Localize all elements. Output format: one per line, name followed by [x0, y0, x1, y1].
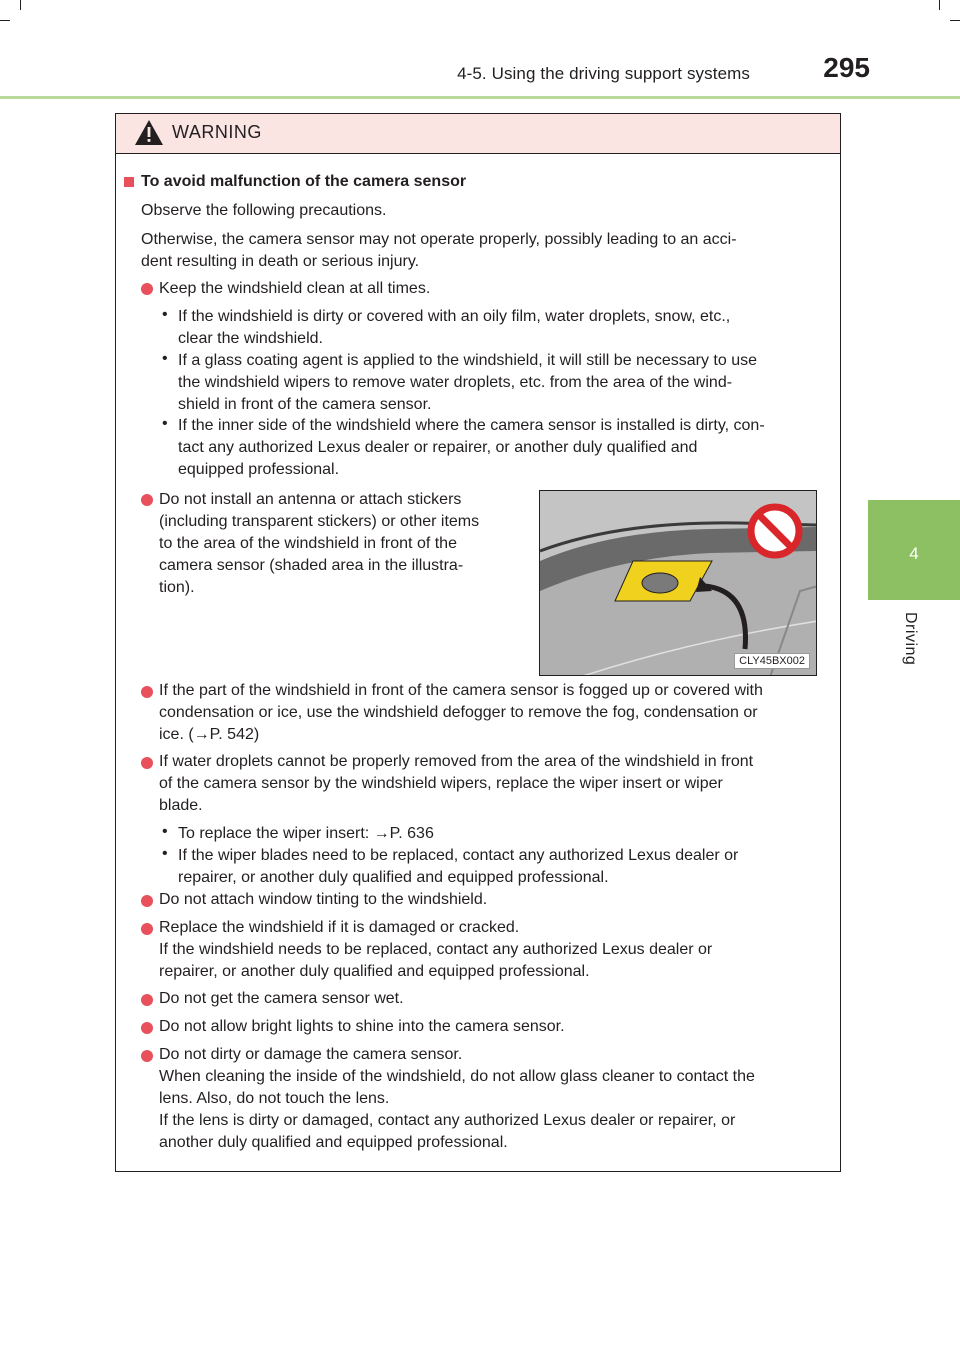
sub-bullet-icon: • [162, 306, 168, 323]
bullet-text: of the camera sensor by the windshield wipers, replace the wiper insert or wiper [159, 775, 723, 792]
sub-bullet-text: To replace the wiper insert: →P. 636 [178, 825, 434, 842]
bullet-text: Do not allow bright lights to shine into the camera sensor. [159, 1018, 565, 1035]
chapter-number: 4 [909, 544, 919, 563]
bullet-text: to the area of the windshield in front of the [159, 535, 457, 552]
bullet-text: Do not install an antenna or attach stickers [159, 491, 462, 508]
bullet-text: camera sensor (shaded area in the illustra- [159, 557, 464, 574]
warning-label: WARNING [172, 122, 262, 142]
chapter-tab[interactable] [868, 500, 960, 600]
crop-mark [0, 20, 10, 21]
crop-mark [939, 0, 940, 10]
bullet-icon [141, 283, 153, 295]
windshield-illustration [539, 490, 817, 676]
sub-bullet-icon: • [162, 415, 168, 432]
bullet-icon [141, 923, 153, 935]
heading-square-icon [124, 177, 134, 187]
sub-bullet-icon: • [162, 823, 168, 840]
page-number: 295 [823, 52, 870, 83]
sub-bullet-text: If the inner side of the windshield where the camera sensor is installed is dirty, con- [178, 417, 765, 434]
sub-bullet-text: tact any authorized Lexus dealer or repairer, or another duly qualified and [178, 439, 698, 456]
bullet-text: Do not get the camera sensor wet. [159, 990, 404, 1007]
bullet-icon [141, 686, 153, 698]
sub-bullet-icon: • [162, 845, 168, 862]
bullet-icon [141, 994, 153, 1006]
bullet-text: Do not dirty or damage the camera sensor. [159, 1046, 463, 1063]
sub-bullet-text: repairer, or another duly qualified and equipped professional. [178, 869, 609, 886]
bullet-text: lens. Also, do not touch the lens. [159, 1090, 390, 1107]
crop-mark [20, 0, 21, 10]
sub-bullet-text: If a glass coating agent is applied to the windshield, it will still be necessary to use [178, 352, 757, 369]
bullet-text: If the windshield needs to be replaced, contact any authorized Lexus dealer or [159, 941, 713, 958]
warning-triangle-icon [134, 119, 164, 146]
bullet-text: Keep the windshield clean at all times. [159, 280, 431, 297]
warning-heading: To avoid malfunction of the camera sensor [141, 173, 467, 190]
bullet-icon [141, 494, 153, 506]
windshield-drawing [540, 491, 817, 676]
bullet-text: If water droplets cannot be properly removed from the area of the windshield in front [159, 753, 754, 770]
sub-bullet-text: shield in front of the camera sensor. [178, 396, 432, 413]
bullet-icon [141, 1022, 153, 1034]
sub-bullet-text: If the windshield is dirty or covered with an oily film, water droplets, snow, etc., [178, 308, 731, 325]
bullet-icon [141, 1050, 153, 1062]
intro-text: Observe the following precautions. [141, 202, 387, 219]
bullet-text: Do not attach window tinting to the windshield. [159, 891, 488, 908]
sub-bullet-text: If the wiper blades need to be replaced, contact any authorized Lexus dealer or [178, 847, 739, 864]
bullet-text: another duly qualified and equipped professional. [159, 1134, 508, 1151]
bullet-text: repairer, or another duly qualified and equipped professional. [159, 963, 590, 980]
intro-text: dent resulting in death or serious injury. [141, 253, 420, 270]
bullet-icon [141, 895, 153, 907]
bullet-text: blade. [159, 797, 203, 814]
intro-text: Otherwise, the camera sensor may not operate properly, possibly leading to an acci- [141, 231, 737, 248]
bullet-text: Replace the windshield if it is damaged or cracked. [159, 919, 520, 936]
header-rule [0, 96, 960, 99]
bullet-text: tion). [159, 579, 195, 596]
sub-bullet-icon: • [162, 350, 168, 367]
figure-code: CLY45BX002 [734, 653, 810, 669]
bullet-text: When cleaning the inside of the windshield, do not allow glass cleaner to contact the [159, 1068, 755, 1085]
crop-mark [950, 20, 960, 21]
section-title: 4-5. Using the driving support systems [457, 64, 750, 83]
bullet-text: (including transparent stickers) or other items [159, 513, 480, 530]
warning-header [116, 114, 840, 154]
bullet-text: condensation or ice, use the windshield defogger to remove the fog, condensation or [159, 704, 758, 721]
sub-bullet-text: the windshield wipers to remove water droplets, etc. from the area of the wind- [178, 374, 733, 391]
bullet-text: If the lens is dirty or damaged, contact any authorized Lexus dealer or repairer, or [159, 1112, 736, 1129]
bullet-text: ice. (→P. 542) [159, 726, 260, 743]
bullet-text: If the part of the windshield in front of the camera sensor is fogged up or covered with [159, 682, 763, 699]
bullet-icon [141, 757, 153, 769]
chapter-label: Driving [902, 612, 919, 666]
sub-bullet-text: clear the windshield. [178, 330, 323, 347]
sub-bullet-text: equipped professional. [178, 461, 340, 478]
